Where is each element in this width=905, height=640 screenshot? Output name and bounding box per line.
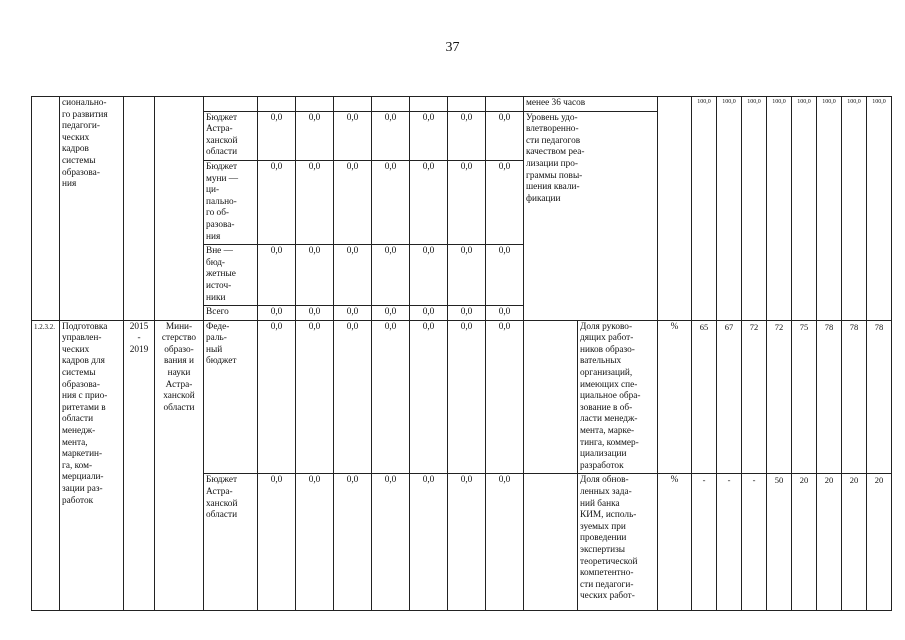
funding-value-cell: 0,0 (486, 160, 524, 244)
indicator-value-cell: 72 (767, 320, 792, 474)
indicator-value-cell: 72 (742, 320, 767, 474)
unit-cell: % (658, 320, 692, 474)
unit-cell (658, 97, 692, 321)
indicator-value-cell: 67 (717, 320, 742, 474)
indicator-value-cell: 20 (842, 474, 867, 611)
funding-source-cell: Вне — бюд- жетные источ- ники (204, 245, 258, 306)
funding-value-cell: 0,0 (258, 306, 296, 321)
measure-name-cell: Подготовка управлен- ческих кадров для системы образова- ния с прио- ритетами в области менедж- мента, маркетин- га, ком- мерциали- зации раз- работок (60, 320, 124, 611)
funding-value-cell: 0,0 (334, 474, 372, 611)
funding-value-cell: 0,0 (410, 320, 448, 474)
indicator-value-cell: 78 (817, 320, 842, 474)
funding-value-cell: 0,0 (486, 320, 524, 474)
funding-source-cell: Феде- раль- ный бюджет (204, 320, 258, 474)
funding-value-cell: 0,0 (258, 320, 296, 474)
funding-value-cell: 0,0 (410, 111, 448, 160)
indicator-cell: Доля обнов- ленных зада- ний банка КИМ, исполь- зуемых при проведении экспертизы теоретической компетентно- сти педагоги- ческих работ- (578, 474, 658, 611)
indicator-cell: Доля руково- дящих работ- ников образо- вательных организаций, имеющих спе- циальное обра- зование в об- ласти менедж- мента, марке- тинга, коммер- циализации разработок (578, 320, 658, 474)
indicator-value-cell: 100,0 (867, 97, 892, 321)
funding-source-cell: Бюджет Астра- ханской области (204, 111, 258, 160)
indicator-value-cell: 100,0 (842, 97, 867, 321)
funding-value-cell: 0,0 (448, 160, 486, 244)
indicator-value-cell: 20 (792, 474, 817, 611)
funding-value-cell: 0,0 (448, 245, 486, 306)
funding-value-cell: 0,0 (258, 111, 296, 160)
code-cell: 1.2.3.2. (32, 320, 60, 611)
funding-value-cell: 0,0 (372, 320, 410, 474)
funding-value-cell: 0,0 (296, 306, 334, 321)
indicator-value-cell: 65 (692, 320, 717, 474)
funding-value-cell: 0,0 (334, 160, 372, 244)
funding-value-cell: 0,0 (334, 320, 372, 474)
funding-value-cell: 0,0 (448, 306, 486, 321)
funding-value-cell: 0,0 (448, 111, 486, 160)
funding-value-cell: 0,0 (372, 306, 410, 321)
indicator-value-cell: - (692, 474, 717, 611)
funding-value-cell: 0,0 (486, 245, 524, 306)
funding-value-cell: 0,0 (258, 474, 296, 611)
indicator-value-cell: 100,0 (692, 97, 717, 321)
funding-value-cell: 0,0 (334, 111, 372, 160)
funding-value-cell: 0,0 (372, 474, 410, 611)
empty-cell (448, 97, 486, 112)
funding-value-cell: 0,0 (372, 111, 410, 160)
indicator-value-cell: 50 (767, 474, 792, 611)
empty-cell (410, 97, 448, 112)
empty-cell (334, 97, 372, 112)
funding-value-cell: 0,0 (448, 474, 486, 611)
funding-value-cell: 0,0 (296, 245, 334, 306)
funding-value-cell: 0,0 (296, 474, 334, 611)
funding-value-cell: 0,0 (372, 245, 410, 306)
funding-value-cell: 0,0 (486, 306, 524, 321)
empty-cell (524, 474, 578, 611)
funding-value-cell: 0,0 (334, 245, 372, 306)
period-cell: 2015 - 2019 (124, 320, 155, 611)
table-row (32, 97, 892, 112)
funding-value-cell: 0,0 (448, 320, 486, 474)
funding-value-cell: 0,0 (410, 160, 448, 244)
indicator-value-cell: 100,0 (717, 97, 742, 321)
funding-value-cell: 0,0 (296, 160, 334, 244)
unit-cell: % (658, 474, 692, 611)
table-row (32, 320, 892, 474)
empty-cell (204, 97, 258, 112)
indicator-value-cell: 78 (867, 320, 892, 474)
funding-value-cell: 0,0 (258, 245, 296, 306)
indicator-cell: Уровень удо- влетворенно- сти педагогов качеством реа- лизации про- граммы повы- шения квали- фикации (524, 111, 658, 320)
code-cell (32, 97, 60, 321)
empty-cell (372, 97, 410, 112)
empty-cell (258, 97, 296, 112)
indicator-value-cell: 20 (867, 474, 892, 611)
funding-value-cell: 0,0 (486, 111, 524, 160)
indicator-value-cell: 78 (842, 320, 867, 474)
program-table (31, 96, 892, 611)
executor-cell: Мини- стерство образо- вания и науки Астра- ханской области (155, 320, 204, 611)
indicator-value-cell: 75 (792, 320, 817, 474)
page-number: 37 (445, 40, 460, 55)
funding-value-cell: 0,0 (334, 306, 372, 321)
empty-cell (486, 97, 524, 112)
funding-source-cell: Бюджет муни — ци- пально- го об- разова- ния (204, 160, 258, 244)
indicator-cell: менее 36 часов (524, 97, 658, 112)
funding-value-cell: 0,0 (486, 474, 524, 611)
funding-value-cell: 0,0 (410, 474, 448, 611)
funding-value-cell: 0,0 (296, 111, 334, 160)
indicator-value-cell: 100,0 (817, 97, 842, 321)
funding-value-cell: 0,0 (296, 320, 334, 474)
funding-value-cell: 0,0 (258, 160, 296, 244)
funding-value-cell: 0,0 (410, 245, 448, 306)
indicator-value-cell: 100,0 (767, 97, 792, 321)
funding-value-cell: 0,0 (410, 306, 448, 321)
indicator-value-cell: 100,0 (742, 97, 767, 321)
executor-cell (155, 97, 204, 321)
empty-cell (296, 97, 334, 112)
indicator-value-cell: 100,0 (792, 97, 817, 321)
period-cell (124, 97, 155, 321)
indicator-value-cell: 20 (817, 474, 842, 611)
funding-value-cell: 0,0 (372, 160, 410, 244)
indicator-value-cell: - (717, 474, 742, 611)
funding-source-cell: Бюджет Астра- ханской области (204, 474, 258, 611)
funding-source-cell: Всего (204, 306, 258, 321)
indicator-value-cell: - (742, 474, 767, 611)
measure-name-cell: сионально- го развития педагоги- ческих кадров системы образова- ния (60, 97, 124, 321)
empty-cell (524, 320, 578, 474)
